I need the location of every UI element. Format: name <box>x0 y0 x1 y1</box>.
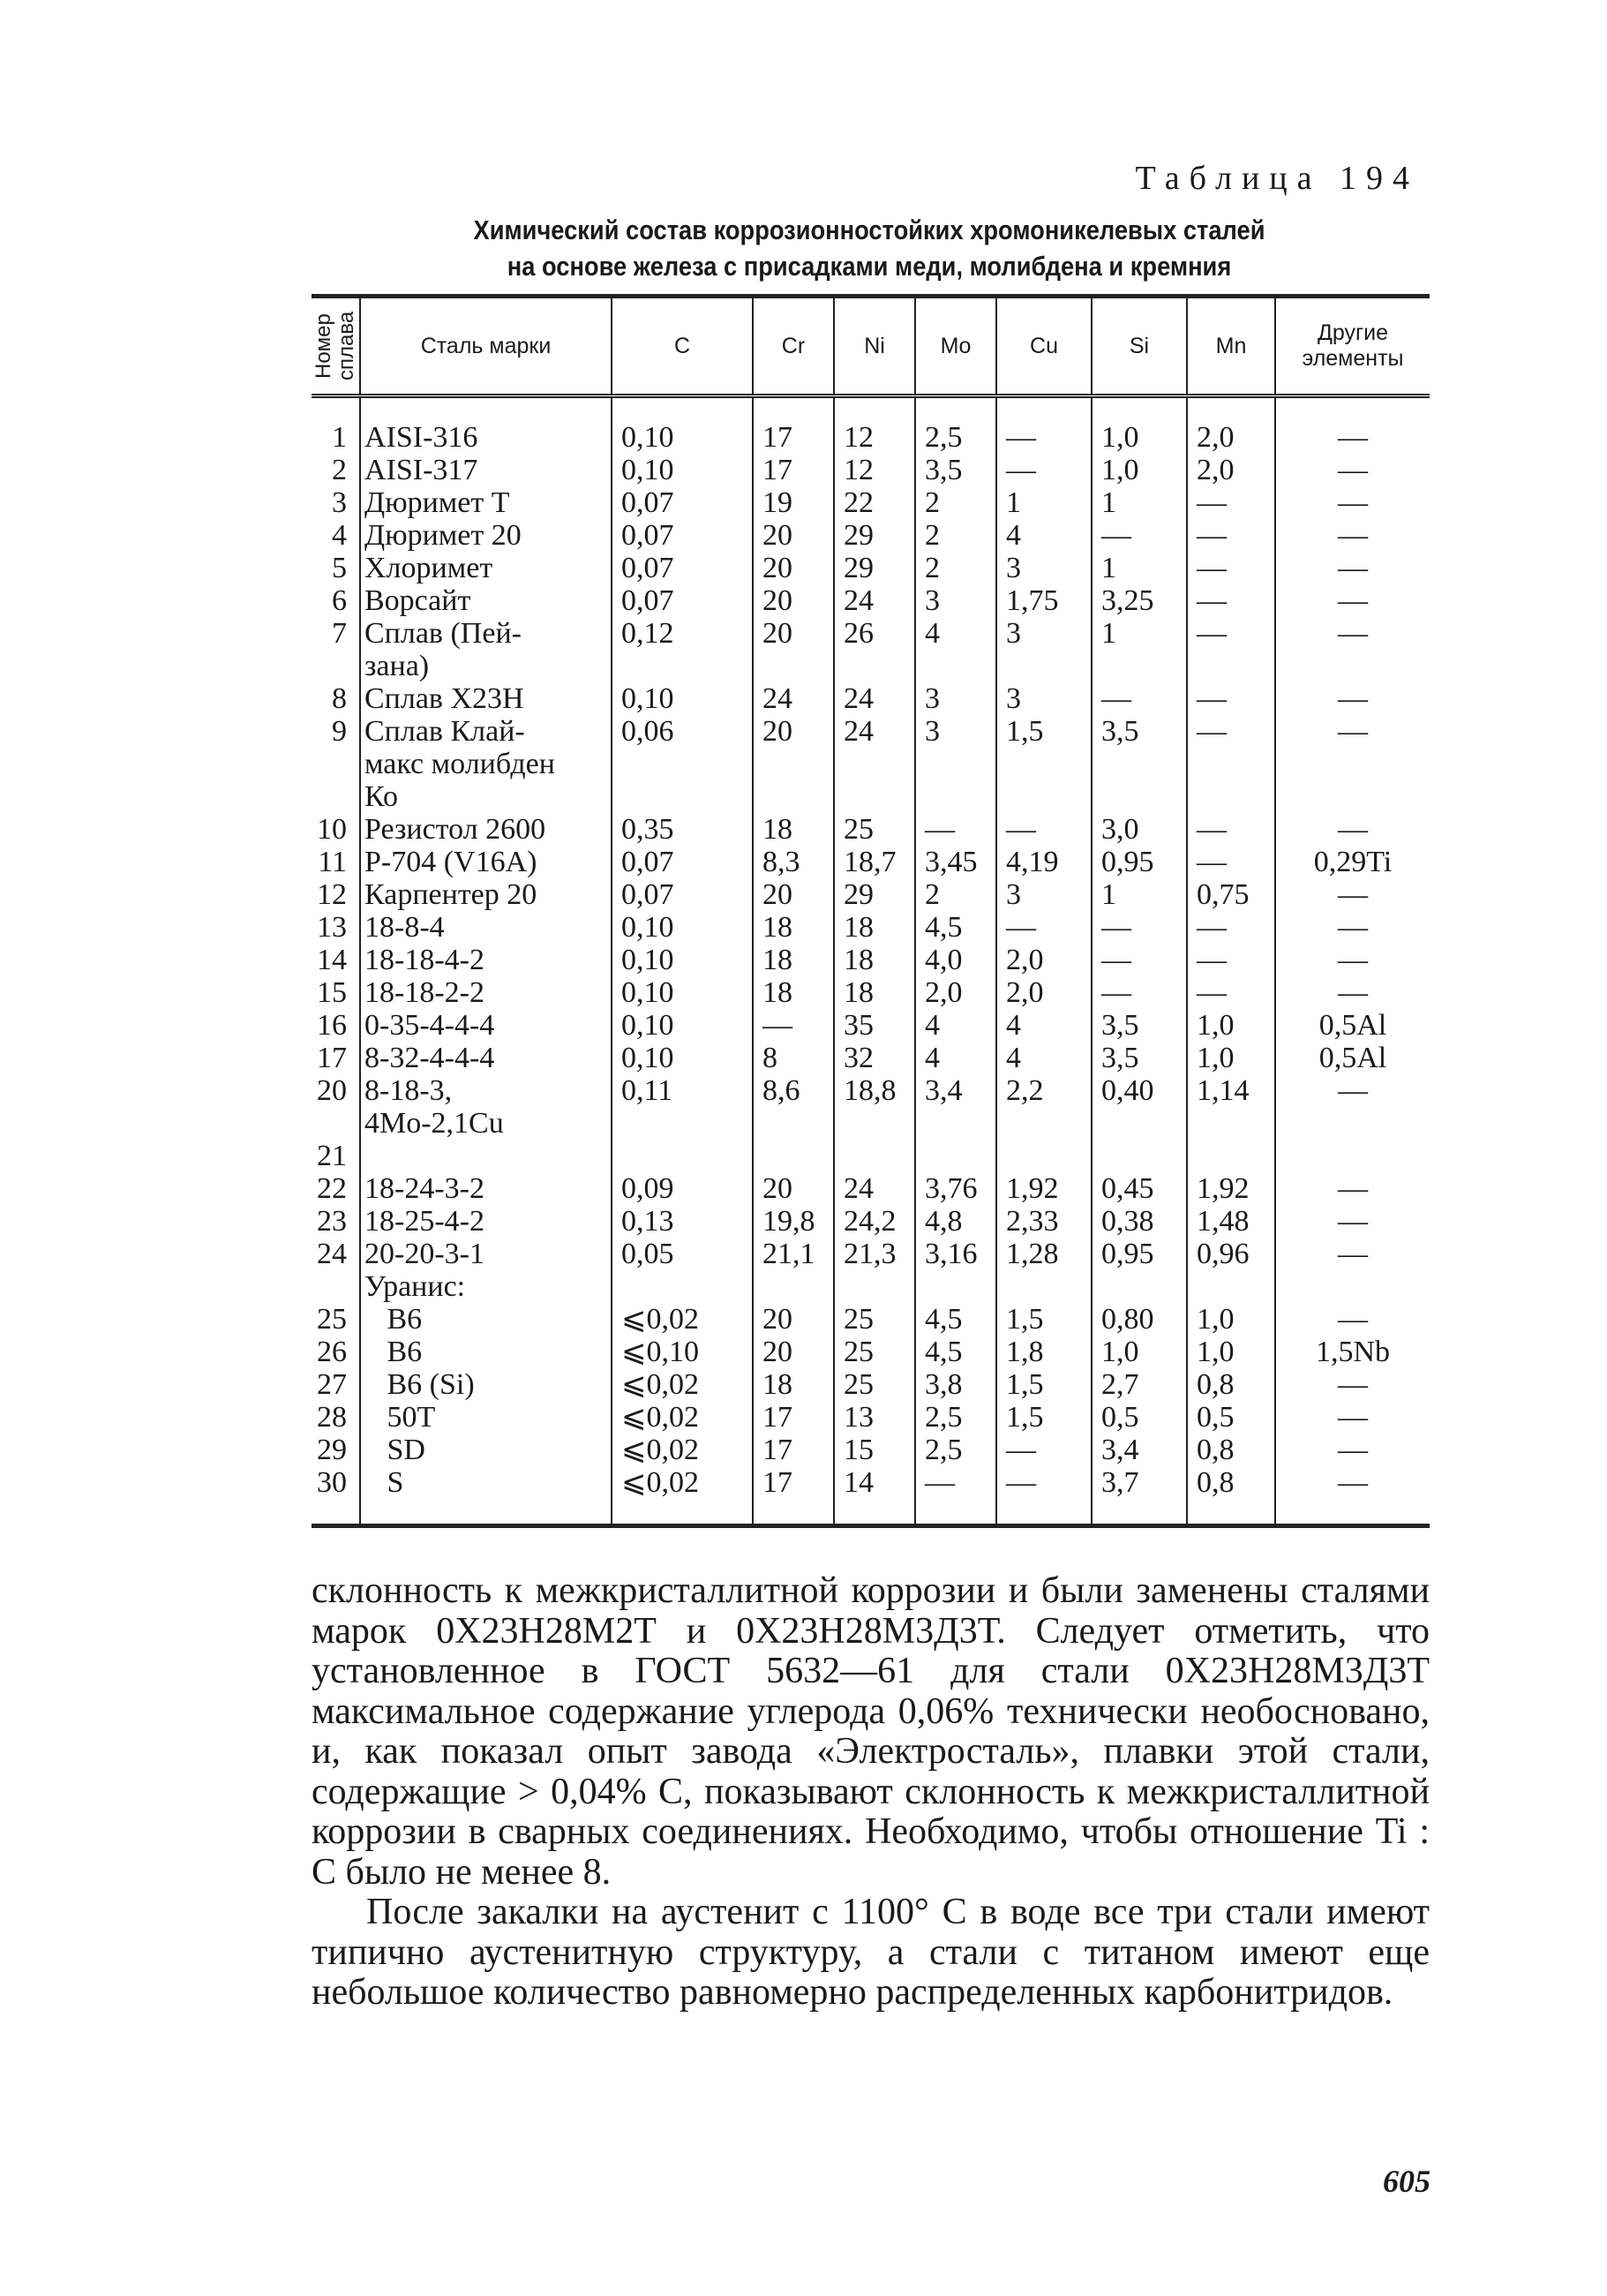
ni-column: 12 12 22 29 29 24 26 24 24 25 18,7 29 18 18 18 35 32 18,8 24 24,2 21,3 25 25 25 13 15 14 <box>834 396 915 1526</box>
table-label: Таблица 194 <box>1135 160 1419 197</box>
header-number: Номер сплава <box>312 297 360 396</box>
caption-line-1: Химический состав коррозионностойких хромоникелевых сталей <box>473 215 1265 245</box>
caption-line-2: на основе железа с присадками меди, молибдена и кремния <box>507 251 1232 282</box>
table-header-row <box>312 297 1430 396</box>
composition-table <box>312 294 1430 1528</box>
other-elements-column: — — — — — — — — — — 0,29Ti — — — — 0,5Al 0,5Al — — — — — 1,5Nb — — — — <box>1275 396 1430 1526</box>
header-mo: Mo <box>915 297 996 396</box>
header-other: Другие элементы <box>1275 297 1430 396</box>
page-number: 605 <box>1383 2164 1431 2199</box>
cr-column: 17 17 19 20 20 20 20 24 20 18 8,3 20 18 18 18 — 8 8,6 20 19,8 21,1 20 20 18 17 17 17 <box>753 396 834 1526</box>
mo-column: 2,5 3,5 2 2 2 3 4 3 3 — 3,45 2 4,5 4,0 2,0 4 4 3,4 3,76 4,8 3,16 4,5 4,5 3,8 2,5 2,5 — <box>915 396 996 1526</box>
header-cu: Cu <box>996 297 1092 396</box>
body-text <box>312 1571 1430 2014</box>
header-mn: Mn <box>1187 297 1275 396</box>
header-c: C <box>612 297 753 396</box>
header-si: Si <box>1092 297 1187 396</box>
paragraph-1: склонность к межкристаллитной коррозии и были заменены сталями марок 0Х23Н28М2Т и 0Х23Н28М3Д3Т. Следует отметить, что установленное в ГОСТ 5632—61 для стали 0Х23Н28М3Д3Т максимальное содержание углерода 0,06% технически необосновано, и, как показал опыт завода «Электросталь», плавки этой стали, содержащие > 0,04% С, показывают склонность к межкристаллитной коррозии в сварных соединениях. Необходимо, чтобы отношение Ti : C было не менее 8. <box>312 1570 1430 1893</box>
header-ni: Ni <box>834 297 915 396</box>
si-column: 1,0 1,0 1 — 1 3,25 1 — 3,5 3,0 0,95 1 — — — 3,5 3,5 0,40 0,45 0,38 0,95 0,80 1,0 2,7 0,5 3,4 3,7 <box>1092 396 1187 1526</box>
alloy-number-column: 1 2 3 4 5 6 7 8 9 10 11 12 13 14 15 16 17 20 21 22 23 24 25 26 27 28 29 30 <box>312 396 360 1526</box>
header-cr: Cr <box>753 297 834 396</box>
c-column: 0,10 0,10 0,07 0,07 0,07 0,07 0,12 0,10 0,06 0,35 0,07 0,07 0,10 0,10 0,10 0,10 0,10 0,11 0,09 0,13 0,05 ⩽0,02 ⩽0,10 ⩽0,02 ⩽0,02 ⩽0,02 ⩽0,02 <box>612 396 753 1526</box>
table-caption <box>313 212 1425 284</box>
header-grade: Сталь марки <box>360 297 612 396</box>
paragraph-2: После закалки на аустенит с 1100° С в воде все три стали имеют типично аустенитную структуру, а стали с титаном имеют еще небольшое количество равномерно распределенных карбонитридов. <box>312 1892 1430 2013</box>
grade-column: AISI-316 AISI-317 Дюримет Т Дюримет 20 Хлоримет Ворсайт Сплав (Пей- зана) Сплав Х23Н Сплав Клай- макс молибден Ко Резистол 2600 Р-704 (V16A) Карпентер 20 18-8-4 18-18-4-2 18-18-2-2 0-35-4-4-4 8-32-4-4-4 8-18-3, 4Mo-2,1Cu 18-24-3-2 18-25-4-2 20-20-3-1 Уранис: B6 B6 B6 (Si) 50T SD S <box>360 396 612 1526</box>
table-row <box>312 396 1430 1526</box>
mn-column: 2,0 2,0 — — — — — — — — — 0,75 — — — 1,0 1,0 1,14 1,92 1,48 0,96 1,0 1,0 0,8 0,5 0,8 0,8 <box>1187 396 1275 1526</box>
cu-column: — — 1 4 3 1,75 3 3 1,5 — 4,19 3 — 2,0 2,0 4 4 2,2 1,92 2,33 1,28 1,5 1,8 1,5 1,5 — — <box>996 396 1092 1526</box>
